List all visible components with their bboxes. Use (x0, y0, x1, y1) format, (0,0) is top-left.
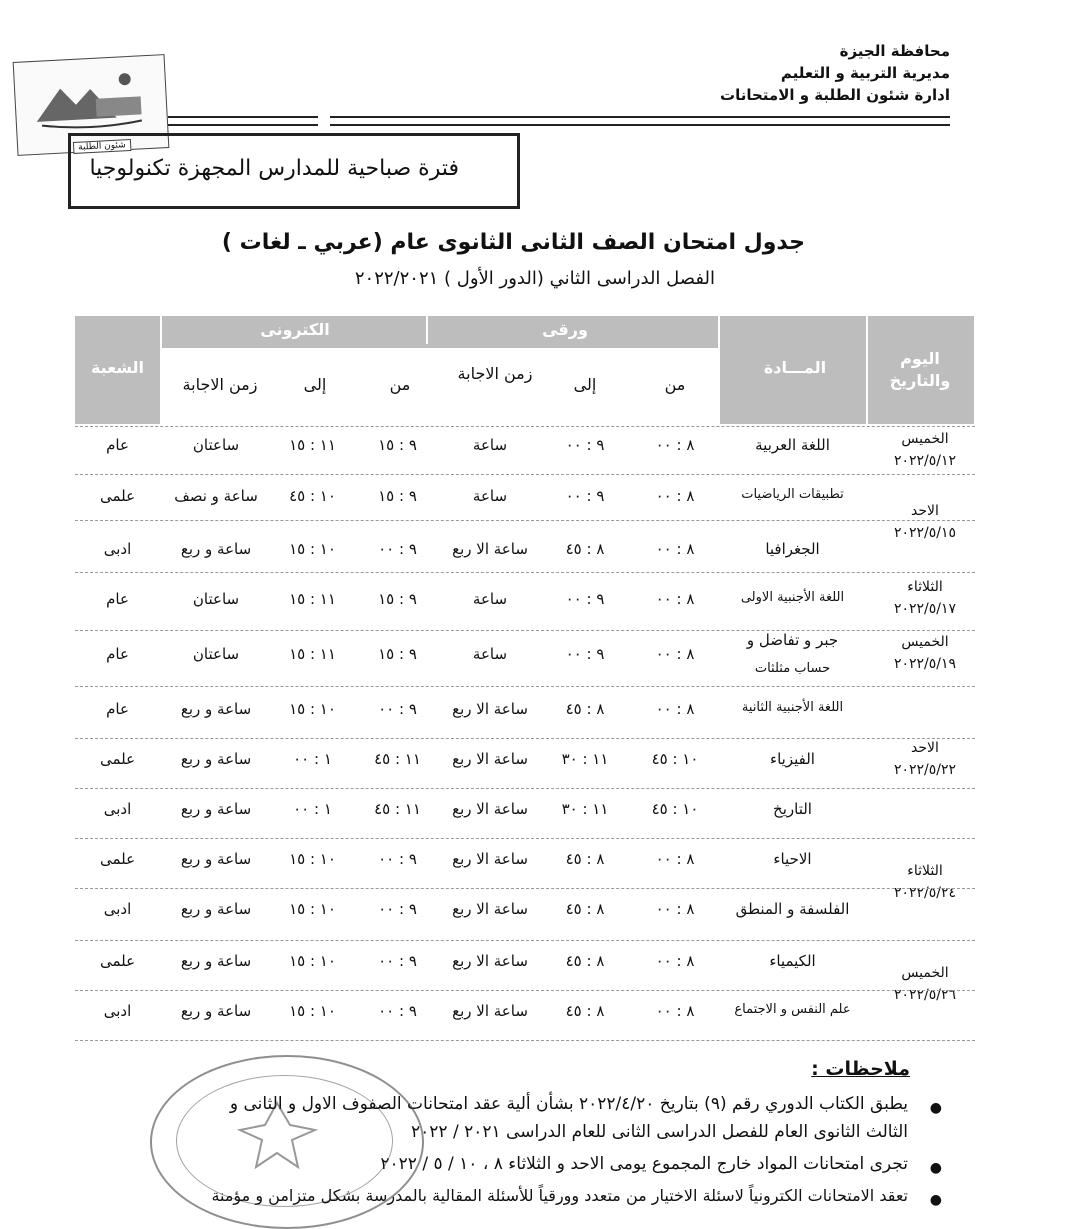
cell-subject: تطبيقات الرياضيات (741, 487, 844, 502)
header-paper-to: إلى (573, 375, 597, 394)
cell-dur: ساعة الا ربع (452, 1002, 528, 1020)
bullet-icon: ● (929, 1160, 942, 1176)
row-divider (75, 572, 975, 573)
cell-edur: ساعتان (192, 436, 240, 454)
cell-from: ١٠ : ٤٥ (651, 750, 699, 768)
cell-edur: ساعة و ربع (180, 900, 252, 918)
notes-title: ملاحظات : (811, 1058, 910, 1080)
cell-dur: ساعة (472, 645, 508, 663)
cell-edur: ساعة و ربع (180, 540, 252, 558)
cell-to: ٩ : ٠٠ (565, 590, 605, 608)
cell-to: ١١ : ٣٠ (561, 750, 609, 768)
header-divider (168, 116, 318, 126)
cell-eto: ١ : ٠٠ (293, 800, 332, 818)
cell-to: ٨ : ٤٥ (565, 850, 605, 868)
page-subtitle: الفصل الدراسى الثاني (الدور الأول ) ٢٠٢٢/٢٠٢١ (354, 268, 715, 289)
cell-edur: ساعة و ربع (180, 700, 252, 718)
row-divider (75, 520, 975, 521)
day-cell: الخميس ٢٠٢٢/٥/١٢ (893, 431, 957, 469)
cell-edur: ساعتان (192, 645, 240, 663)
cell-edur: ساعة و ربع (180, 850, 252, 868)
cell-subject: الجغرافيا (765, 540, 820, 558)
cell-div: عام (106, 645, 129, 663)
cell-from: ٨ : ٠٠ (655, 487, 695, 505)
day-cell: الاحد ٢٠٢٢/٥/١٥ (893, 503, 957, 541)
row-divider (75, 474, 975, 475)
cell-edur: ساعة و ربع (180, 750, 252, 768)
cell-subject: التاريخ (773, 800, 812, 818)
cell-efrom: ٩ : ٠٠ (378, 540, 417, 558)
header-paper: ورقى (542, 320, 588, 339)
day-cell: الثلاثاء ٢٠٢٢/٥/١٧ (893, 579, 957, 617)
row-divider (75, 426, 975, 427)
cell-efrom: ٩ : ٠٠ (378, 850, 417, 868)
row-divider (75, 686, 975, 687)
cell-edur: ساعة و ربع (180, 800, 252, 818)
logo-caption: شئون الطلبة (73, 139, 131, 154)
cell-subject: علم النفس و الاجتماع (734, 1002, 851, 1017)
banner-text: فترة صباحية للمدارس المجهزة تكنولوجيا (89, 156, 459, 181)
cell-from: ٨ : ٠٠ (655, 900, 695, 918)
cell-eto: ١٠ : ١٥ (289, 900, 336, 918)
cell-to: ٨ : ٤٥ (565, 700, 605, 718)
cell-eto: ١٠ : ١٥ (289, 700, 336, 718)
cell-from: ٨ : ٠٠ (655, 645, 695, 663)
cell-from: ٨ : ٠٠ (655, 952, 695, 970)
cell-eto: ١١ : ١٥ (289, 590, 336, 608)
cell-eto: ١٠ : ١٥ (289, 850, 336, 868)
note-item: يطبق الكتاب الدوري رقم (٩) بتاريخ ٢٠٢٢/٤/٢٠ بشأن ألية عقد امتحانات الصفوف الاول و الثانى و (229, 1094, 908, 1114)
cell-subject: الفلسفة و المنطق (735, 900, 850, 918)
cell-eto: ١٠ : ٤٥ (289, 487, 336, 505)
cell-div: ادبى (103, 800, 132, 818)
cell-subject: الفيزياء (770, 750, 815, 768)
day-cell: الخميس ٢٠٢٢/٥/١٩ (893, 634, 957, 672)
cell-to: ٨ : ٤٥ (565, 1002, 605, 1020)
header-electronic: الكترونى (260, 320, 330, 339)
row-divider (75, 1040, 975, 1041)
header-elec-to: إلى (303, 375, 327, 394)
cell-subject: جبر و تفاضل و (746, 631, 839, 649)
cell-edur: ساعة و نصف (174, 487, 258, 505)
cell-dur: ساعة (472, 436, 508, 454)
cell-edur: ساعتان (192, 590, 240, 608)
cell-to: ٩ : ٠٠ (565, 645, 605, 663)
row-divider (75, 838, 975, 839)
row-divider (75, 888, 975, 889)
cell-from: ٨ : ٠٠ (655, 1002, 695, 1020)
cell-from: ٨ : ٠٠ (655, 436, 695, 454)
cell-dur: ساعة الا ربع (452, 700, 528, 718)
cell-from: ١٠ : ٤٥ (651, 800, 699, 818)
cell-from: ٨ : ٠٠ (655, 540, 695, 558)
cell-subject: اللغة العربية (755, 436, 830, 454)
header-division: الشعبة (90, 358, 145, 377)
header-day-date: اليوم والتاريخ (889, 349, 951, 390)
cell-edur: ساعة و ربع (180, 952, 252, 970)
department-label: ادارة شئون الطلبة و الامتحانات (720, 86, 950, 104)
header-elec-duration: زمن الاجابة (182, 375, 258, 394)
page-title: جدول امتحان الصف الثانى الثانوى عام (عربي ـ لغات ) (221, 230, 805, 255)
cell-efrom: ١١ : ٤٥ (374, 750, 421, 768)
note-item: تجرى امتحانات المواد خارج المجموع يومى الاحد و الثلاثاء ٨ ، ١٠ / ٥ / ٢٠٢٢ (380, 1154, 908, 1174)
cell-edur: ساعة و ربع (180, 1002, 252, 1020)
day-cell: الثلاثاء ٢٠٢٢/٥/٢٤ (893, 863, 957, 901)
cell-efrom: ٩ : ٠٠ (378, 952, 417, 970)
cell-subject: الكيمياء (769, 952, 816, 970)
cell-eto: ١٠ : ١٥ (289, 540, 336, 558)
header-paper-from: من (664, 375, 686, 394)
cell-div: علمى (99, 952, 136, 970)
cell-from: ٨ : ٠٠ (655, 700, 695, 718)
note-item: تعقد الامتحانات الكترونياً لاسئلة الاختيار من متعدد وورقياً للأسئلة المقالية بالمدرسة بشكل متزامن و مؤمنة (211, 1186, 908, 1205)
cell-to: ٨ : ٤٥ (565, 952, 605, 970)
cell-efrom: ٩ : ١٥ (378, 645, 417, 663)
cell-div: علمى (99, 750, 136, 768)
cell-dur: ساعة الا ربع (452, 850, 528, 868)
cell-efrom: ١١ : ٤٥ (374, 800, 421, 818)
cell-div: عام (106, 590, 129, 608)
cell-div: عام (106, 700, 129, 718)
cell-div: عام (106, 436, 129, 454)
day-cell: الاحد ٢٠٢٢/٥/٢٢ (893, 740, 957, 778)
cell-to: ٩ : ٠٠ (565, 436, 605, 454)
cell-dur: ساعة الا ربع (452, 800, 528, 818)
cell-efrom: ٩ : ٠٠ (378, 1002, 417, 1020)
cell-efrom: ٩ : ١٥ (378, 590, 417, 608)
row-divider (75, 738, 975, 739)
cell-eto: ١١ : ١٥ (289, 436, 336, 454)
cell-div: علمى (99, 850, 136, 868)
cell-div: علمى (99, 487, 136, 505)
cell-from: ٨ : ٠٠ (655, 850, 695, 868)
cell-eto: ١٠ : ١٥ (289, 952, 336, 970)
directorate-label: مديرية التربية و التعليم (780, 64, 950, 82)
cell-to: ٨ : ٤٥ (565, 900, 605, 918)
note-item: الثالث الثانوى العام للفصل الدراسى الثانى للعام الدراسى ٢٠٢١ / ٢٠٢٢ (411, 1122, 908, 1142)
cell-dur: ساعة الا ربع (452, 900, 528, 918)
cell-dur: ساعة الا ربع (452, 540, 528, 558)
cell-subject: الاحياء (773, 850, 812, 868)
cell-dur: ساعة (472, 590, 508, 608)
cell-efrom: ٩ : ١٥ (378, 436, 417, 454)
bullet-icon: ● (929, 1192, 942, 1208)
row-divider (75, 940, 975, 941)
day-cell: الخميس ٢٠٢٢/٥/٢٦ (893, 965, 957, 1003)
header-paper-duration: زمن الاجابة (457, 364, 533, 383)
governorate-label: محافظة الجيزة (839, 42, 950, 60)
cell-efrom: ٩ : ٠٠ (378, 900, 417, 918)
cell-dur: ساعة الا ربع (452, 750, 528, 768)
cell-subject-line2: حساب مثلثات (754, 661, 831, 676)
row-divider (75, 788, 975, 789)
header-bg-cols (162, 344, 718, 348)
cell-efrom: ٩ : ١٥ (378, 487, 417, 505)
cell-subject: اللغة الأجنبية الاولى (740, 590, 845, 605)
cell-subject: اللغة الأجنبية الثانية (741, 700, 844, 715)
cell-div: ادبى (103, 540, 132, 558)
cell-to: ٩ : ٠٠ (565, 487, 605, 505)
cell-div: ادبى (103, 900, 132, 918)
bullet-icon: ● (929, 1100, 942, 1116)
cell-to: ٨ : ٤٥ (565, 540, 605, 558)
morning-shift-banner (68, 133, 520, 209)
cell-div: ادبى (103, 1002, 132, 1020)
cell-dur: ساعة الا ربع (452, 952, 528, 970)
header-elec-from: من (389, 375, 411, 394)
header-divider (330, 116, 950, 126)
cell-eto: ١ : ٠٠ (293, 750, 332, 768)
cell-from: ٨ : ٠٠ (655, 590, 695, 608)
cell-eto: ١١ : ١٥ (289, 645, 336, 663)
cell-efrom: ٩ : ٠٠ (378, 700, 417, 718)
header-subject: المـــادة (763, 358, 827, 377)
cell-to: ١١ : ٣٠ (561, 800, 609, 818)
cell-dur: ساعة (472, 487, 508, 505)
eagle-seal-icon (230, 1095, 325, 1175)
cell-eto: ١٠ : ١٥ (289, 1002, 336, 1020)
row-divider (75, 990, 975, 991)
